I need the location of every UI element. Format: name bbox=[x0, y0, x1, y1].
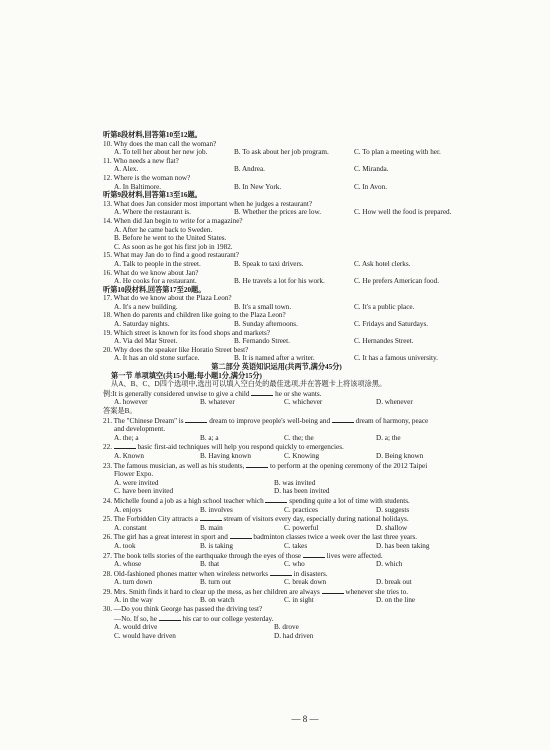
option: B. was invited bbox=[274, 478, 316, 487]
stem-text: 30. —Do you think George has passed the driving test? bbox=[103, 605, 263, 614]
option: C. Ask hotel clerks. bbox=[354, 259, 411, 268]
option: A. He cooks for a restaurant. bbox=[114, 277, 197, 286]
question-stem: 12. Where is the woman now? bbox=[103, 173, 191, 182]
answer-blank bbox=[230, 532, 252, 539]
option: A. It has an old stone surface. bbox=[114, 354, 200, 363]
option: B. Before he went to the United States. bbox=[114, 234, 227, 243]
question-stem: 17. What do we know about the Plaza Leon? bbox=[103, 294, 232, 303]
option: B. Speak to taxi drivers. bbox=[234, 259, 304, 268]
option: A. Known bbox=[114, 451, 144, 460]
option: B. main bbox=[200, 523, 223, 532]
option: A. took bbox=[114, 541, 136, 550]
option-row bbox=[103, 524, 510, 533]
option: C. takes bbox=[284, 541, 308, 550]
question-stem: 18. When do parents and children like going to the Plaza Leon? bbox=[103, 311, 286, 320]
option: B. He travels a lot for his work. bbox=[234, 277, 325, 286]
answer-blank bbox=[200, 514, 222, 521]
option-row bbox=[103, 623, 510, 632]
option: B. turn out bbox=[200, 578, 231, 587]
option: B. To ask about her job program. bbox=[234, 148, 329, 157]
option-row bbox=[103, 487, 510, 496]
option: B. that bbox=[200, 560, 220, 569]
stem-text: to perform at the opening ceremony of the 2012 Taipei bbox=[270, 461, 428, 470]
stem-text: 28. Old-fashioned phones matter when wireless networks bbox=[103, 569, 269, 578]
option: A. the; a bbox=[114, 433, 139, 442]
option: D. has been taking bbox=[376, 541, 430, 550]
listening-section bbox=[103, 131, 510, 363]
option: B. It's a small town. bbox=[234, 302, 292, 311]
page-number: — 8 — bbox=[291, 714, 319, 724]
option: C. Fridays and Saturdays. bbox=[354, 320, 429, 329]
option: C. the; the bbox=[284, 433, 314, 442]
option: D. break out bbox=[376, 578, 412, 587]
option: A. Where the restaurant is. bbox=[114, 208, 191, 217]
option: A. enjoys bbox=[114, 505, 142, 514]
option: C. break down bbox=[284, 578, 327, 587]
stem-text: stream of visitors every day, especially during national holidays. bbox=[223, 515, 409, 524]
option: D. suggests bbox=[376, 505, 410, 514]
option: C. Miranda. bbox=[354, 165, 389, 174]
option: D. which bbox=[376, 560, 403, 569]
stem-text: his car to our college yesterday. bbox=[182, 614, 274, 623]
question-stem bbox=[103, 587, 510, 597]
question-stem bbox=[103, 442, 510, 452]
option-row bbox=[103, 479, 510, 488]
option-row bbox=[103, 632, 510, 641]
option: A. In Baltimore. bbox=[114, 182, 162, 191]
stem-text: whenever she tries to. bbox=[345, 587, 409, 596]
stem-text: 26. The girl has a great interest in sport and bbox=[103, 533, 228, 542]
option-row bbox=[103, 277, 510, 286]
answer-blank bbox=[251, 389, 273, 396]
option: B. In New York. bbox=[234, 182, 282, 191]
answer-blank bbox=[114, 442, 136, 449]
stem-text: 25. The Forbidden City attracts a bbox=[103, 515, 198, 524]
option: D. Being known bbox=[376, 451, 424, 460]
question-stem: 15. What may Jan do to find a good restaurant? bbox=[103, 251, 239, 260]
option: C. practices bbox=[284, 505, 318, 514]
option-row bbox=[103, 434, 510, 443]
option: B. a; a bbox=[200, 433, 219, 442]
answer-blank bbox=[322, 587, 344, 594]
example-question: 例:It is generally considered unwise to give a child he or she wants. bbox=[103, 389, 322, 398]
question-stem: 20. Why does the speaker like Horatio Street best? bbox=[103, 345, 249, 354]
option: B. involves bbox=[200, 505, 233, 514]
option-row bbox=[103, 337, 510, 346]
question-stem bbox=[103, 514, 510, 524]
question-reply bbox=[103, 614, 510, 624]
answer-blank bbox=[270, 569, 292, 576]
stem-text: basic first-aid techniques will help you respond quickly to emergencies. bbox=[137, 443, 344, 452]
option-row bbox=[103, 303, 510, 312]
stem-continuation: Flower Expo. bbox=[114, 470, 154, 479]
option: C. have been invited bbox=[114, 487, 174, 496]
option: B. is taking bbox=[200, 541, 233, 550]
option: C. would have driven bbox=[114, 631, 176, 640]
option: A. Via del Mar Street. bbox=[114, 337, 178, 346]
question-stem: 11. Who needs a new flat? bbox=[103, 156, 179, 165]
option: C. It has a famous university. bbox=[354, 354, 438, 363]
option: B. Fernando Street. bbox=[234, 337, 290, 346]
option: C. It's a public place. bbox=[354, 302, 415, 311]
option: A. Talk to people in the street. bbox=[114, 259, 201, 268]
answer-blank bbox=[265, 496, 287, 503]
option: B. Sunday afternoons. bbox=[234, 320, 298, 329]
answer-blank bbox=[303, 551, 325, 558]
option: C. who bbox=[284, 560, 305, 569]
stem-text: 23. The famous musician, as well as his students, bbox=[103, 461, 245, 470]
option-row bbox=[103, 452, 510, 461]
question-stem bbox=[103, 551, 510, 561]
answer-blank bbox=[246, 461, 268, 468]
answer-blank bbox=[185, 416, 207, 423]
option: A. It's a new building. bbox=[114, 302, 178, 311]
option: A. whose bbox=[114, 560, 142, 569]
option-row bbox=[103, 320, 510, 329]
example-options: A. however B. whatever C. whichever D. whenever bbox=[114, 398, 413, 407]
stem-text: lives were affected. bbox=[326, 551, 383, 560]
option-row bbox=[103, 165, 510, 174]
question-stem: 13. What does Jan consider most important when he judges a restaurant? bbox=[103, 199, 313, 208]
stem-text: dream to improve people's well-being and bbox=[209, 416, 331, 425]
option: D. has been invited bbox=[274, 487, 330, 496]
option: A. Saturday nights. bbox=[114, 320, 170, 329]
option: D. a; the bbox=[376, 433, 401, 442]
option-row bbox=[103, 354, 510, 363]
option: B. Andrea. bbox=[234, 165, 265, 174]
option: D. on the line bbox=[376, 596, 416, 605]
stem-text: dream of harmony, peace bbox=[355, 416, 429, 425]
option: C. How well the food is prepared. bbox=[354, 208, 452, 217]
question-stem: 10. Why does the man call the woman? bbox=[103, 139, 217, 148]
question-stem: 16. What do we know about Jan? bbox=[103, 268, 199, 277]
section1-title: 第一节 单项填空(共15小题;每小题1分,满分15分) bbox=[111, 371, 262, 380]
stem-continuation: and development. bbox=[114, 425, 166, 434]
listening-section-head: 听第9段材料,回答第13至16题。 bbox=[103, 191, 202, 200]
option: C. in sight bbox=[284, 596, 314, 605]
option-row bbox=[103, 596, 510, 605]
stem-text: 29. Mrs. Smith finds it hard to clear up the mess, as her children are always bbox=[103, 587, 320, 596]
option: C. powerful bbox=[284, 523, 319, 532]
stem-text: in disasters. bbox=[293, 569, 328, 578]
listening-section-head: 听第10段材料,回答第17至20题。 bbox=[103, 285, 206, 294]
stem-text: 22. bbox=[103, 443, 112, 452]
option-row bbox=[103, 542, 510, 551]
multiple-choice-section bbox=[103, 416, 510, 641]
question-stem bbox=[103, 416, 510, 426]
listening-section-head: 听第8段材料,回答第10至12题。 bbox=[103, 131, 202, 139]
option: D. shallow bbox=[376, 523, 408, 532]
option: C. To plan a meeting with her. bbox=[354, 148, 441, 157]
option: B. It is named after a writer. bbox=[234, 354, 315, 363]
option-row bbox=[103, 183, 510, 192]
option-row bbox=[103, 578, 510, 587]
answer-blank bbox=[159, 614, 181, 621]
question-stem bbox=[103, 569, 510, 579]
stem-text: 21. The "Chinese Dream" is bbox=[103, 416, 184, 425]
option: C. He prefers American food. bbox=[354, 277, 440, 286]
option: C. As soon as he got his first job in 1982. bbox=[114, 242, 233, 251]
answer-blank bbox=[332, 416, 354, 423]
instruction: 从A、B、C、D四个选项中,选出可以填入空白处的最佳选项,并在答题卡上将该项涂黑。 bbox=[111, 380, 387, 389]
option: B. Whether the prices are low. bbox=[234, 208, 322, 217]
option: A. To tell her about her new job. bbox=[114, 148, 208, 157]
option: A. After he came back to Sweden. bbox=[114, 225, 213, 234]
question-stem bbox=[103, 605, 510, 614]
option: A. were invited bbox=[114, 478, 159, 487]
option-row bbox=[103, 506, 510, 515]
option-row bbox=[103, 260, 510, 269]
option: A. turn down bbox=[114, 578, 153, 587]
question-stem: 14. When did Jan begin to write for a magazine? bbox=[103, 216, 243, 225]
option: A. Alex. bbox=[114, 165, 139, 174]
option: B. drove bbox=[274, 623, 299, 632]
question-stem: 19. Which street is known for its food shops and markets? bbox=[103, 328, 270, 337]
stem-text: badminton classes twice a week over the last three years. bbox=[253, 533, 418, 542]
option: B. on watch bbox=[200, 596, 235, 605]
option: D. had driven bbox=[274, 631, 314, 640]
option-row bbox=[103, 560, 510, 569]
part2-title: 第二部分 英语知识运用(共两节,满分45分) bbox=[211, 363, 342, 372]
question-stem bbox=[103, 532, 510, 542]
stem-text: 27. The book tells stories of the earthquake through the eyes of those bbox=[103, 551, 302, 560]
option: A. constant bbox=[114, 523, 147, 532]
option: C. Knowing bbox=[284, 451, 320, 460]
option: C. Hernandes Street. bbox=[354, 337, 414, 346]
option: A. in the way bbox=[114, 596, 153, 605]
stem-text: 24. Michelle found a job as a high school teacher which bbox=[103, 496, 264, 505]
option-row bbox=[103, 208, 510, 217]
question-stem bbox=[103, 461, 510, 471]
question-stem bbox=[103, 496, 510, 506]
stem-text: spending quite a lot of time with students. bbox=[289, 496, 410, 505]
option: A. would drive bbox=[114, 623, 158, 632]
stem-text: —No. If so, he bbox=[114, 614, 157, 623]
example-answer: 答案是B。 bbox=[103, 407, 137, 415]
option-row bbox=[103, 148, 510, 157]
option: B. Having known bbox=[200, 451, 251, 460]
option: C. In Avon. bbox=[354, 182, 388, 191]
